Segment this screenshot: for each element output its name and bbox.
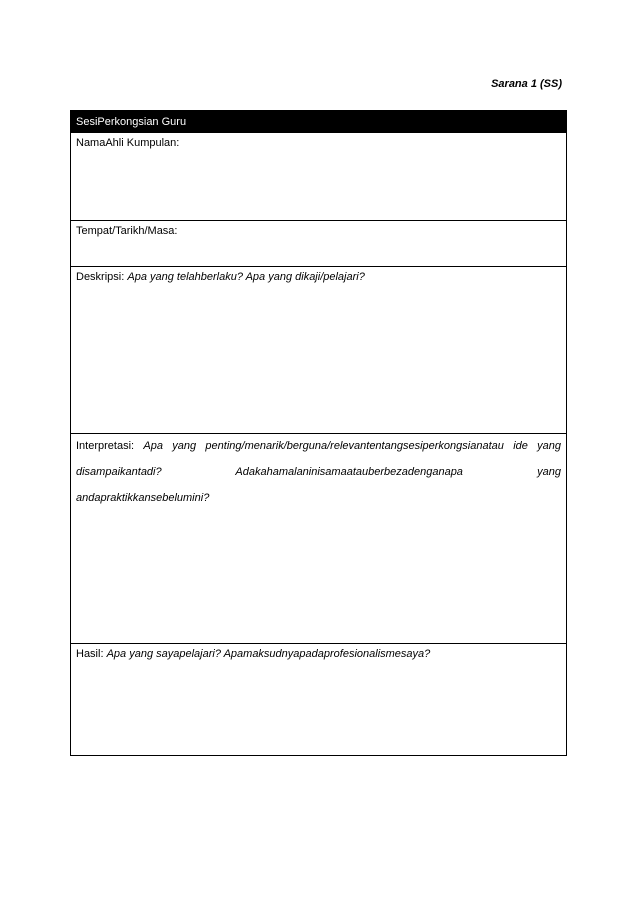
interpretation-text <box>76 433 561 511</box>
interpretation-prompt-line3: andapraktikkansebelumini? <box>76 492 210 504</box>
outcome-field[interactable] <box>71 644 567 756</box>
form-header: SesiPerkongsian Guru <box>71 111 567 133</box>
outcome-label: Hasil: <box>76 648 104 660</box>
place-date-time-label: Tempat/Tarikh/Masa: <box>76 225 178 237</box>
description-prompt: Apa yang telahberlaku? Apa yang dikaji/pelajari? <box>127 271 365 283</box>
group-members-field[interactable] <box>71 133 567 221</box>
interpretation-field[interactable] <box>71 434 567 644</box>
place-date-time-field[interactable] <box>71 221 567 267</box>
interpretation-prompt-line2: ide yang disampaikantadi? Adakahamalaninisamaatauberbezadenganapa yang <box>76 440 562 478</box>
description-label: Deskripsi: <box>76 271 125 283</box>
interpretation-label: Interpretasi: <box>76 440 135 452</box>
group-members-label: NamaAhli Kumpulan: <box>76 137 180 149</box>
document-reference: Sarana 1 (SS) <box>491 78 562 90</box>
reflection-form-table <box>70 110 567 756</box>
outcome-prompt: Apa yang sayapelajari? Apamaksudnyapadaprofesionalismesaya? <box>106 648 431 660</box>
interpretation-prompt-line1: Apa yang penting/menarik/berguna/relevantentangsesiperkongsianatau <box>143 440 504 452</box>
description-field[interactable] <box>71 267 567 434</box>
